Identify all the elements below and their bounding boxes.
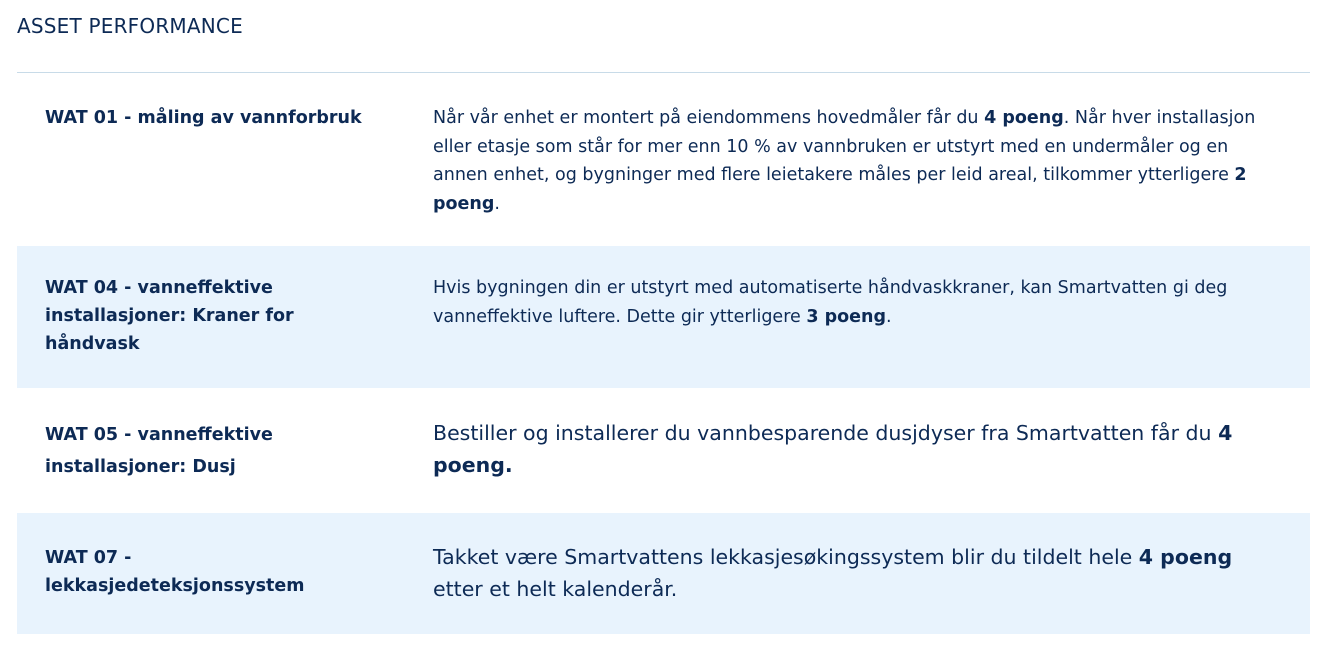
section-title: ASSET PERFORMANCE bbox=[17, 14, 243, 38]
criteria-row-wat04 bbox=[17, 246, 1310, 388]
description-text: . Når hver installasjon eller etasje som står for mer enn 10 % av vannbruken er utstyrt med en undermåler og en annen enhet, og bygninger med flere leietakere måles per leid areal, tilkommer ytterligere bbox=[433, 108, 1256, 185]
points-highlight: 4 poeng bbox=[1138, 545, 1233, 569]
criteria-description bbox=[433, 104, 1288, 218]
description-text: etter et helt kalenderår. bbox=[433, 577, 678, 601]
criteria-label: WAT 01 - måling av vannforbruk bbox=[45, 108, 362, 128]
criteria-label: WAT 04 - vanneffektive installasjoner: Kraner for håndvask bbox=[45, 278, 294, 354]
points-highlight: 4 poeng bbox=[984, 108, 1064, 128]
points-highlight: 3 poeng bbox=[806, 306, 887, 327]
description-text: . bbox=[886, 306, 892, 327]
points-highlight: 2 poeng bbox=[433, 165, 1247, 214]
criteria-description bbox=[433, 274, 1288, 331]
description-text: Hvis bygningen din er utstyrt med automatiserte håndvaskkraner, kan Smartvatten gi deg vanneffektive luftere. Dette gir ytterligere bbox=[433, 278, 1228, 327]
description-text: Bestiller og installerer du vannbesparende dusjdyser fra Smartvatten får du bbox=[433, 421, 1219, 445]
description-text: . bbox=[494, 193, 500, 214]
description-text: Når vår enhet er montert på eiendommens hovedmåler får du bbox=[433, 108, 985, 128]
points-highlight: 4 poeng. bbox=[433, 421, 1233, 477]
criteria-label: WAT 05 - vanneffektive installasjoner: Dusj bbox=[45, 425, 273, 477]
criteria-description bbox=[433, 417, 1288, 481]
criteria-description bbox=[433, 541, 1288, 605]
criteria-row-wat01 bbox=[17, 73, 1310, 245]
criteria-row-wat05 bbox=[17, 388, 1310, 513]
criteria-label: WAT 07 - lekkasjedeteksjonssystem bbox=[45, 548, 305, 596]
description-text: Takket være Smartvattens lekkasjesøkingssystem blir du tildelt hele bbox=[433, 545, 1139, 569]
criteria-row-wat07 bbox=[17, 513, 1310, 634]
